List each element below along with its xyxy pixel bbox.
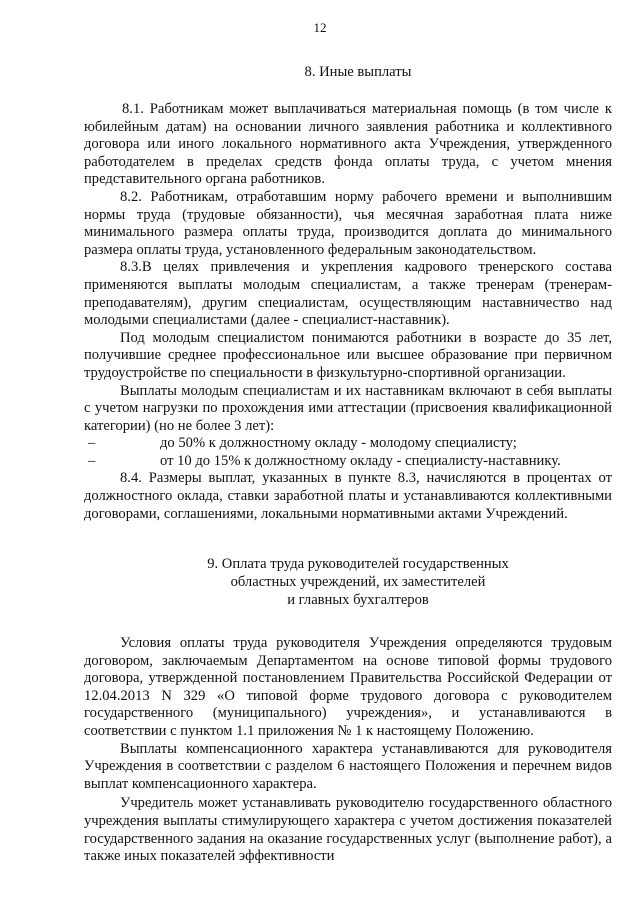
section-9-title-line: областных учреждений, их заместителей xyxy=(230,574,486,590)
list-item-text: до 50% к должностному окладу - молодому специалисту; xyxy=(160,435,517,452)
paragraph-9-compensation: Выплаты компенсационного характера устанавливаются для руководителя Учреждения в соответствии с разделом 6 настоящего Положения и перечнем видов выплат компенсационного характера. xyxy=(84,740,612,792)
paragraph-young-specialist: Под молодым специалистом понимаются работники в возрасте до 35 лет, получившие среднее профессиональное или высшее образование при первичном трудоустройстве по специальности в физкультурно-спортивной организации. xyxy=(84,329,612,381)
paragraph-8-2: 8.2. Работникам, отработавшим норму рабочего времени и выполнившим нормы труда (трудовые обязанности), чья месячная заработная плата ниже минимального размера оплаты труда, производится доплата до минимального размера оплаты труда, установленного федеральным законодательством. xyxy=(84,188,612,258)
list-item xyxy=(84,435,612,453)
section-9-title xyxy=(84,555,612,609)
paragraph-8-4: 8.4. Размеры выплат, указанных в пункте 8.3, начисляются в процентах от должностного оклада, ставки заработной платы и устанавливаются коллективными договорами, соглашениями, локальными нормативными актами Учреждений. xyxy=(84,470,612,522)
section-9-title-line: и главных бухгалтеров xyxy=(287,592,429,608)
section-8-title: 8. Иные выплаты xyxy=(304,64,412,80)
dash-marker: – xyxy=(88,435,96,452)
section-9 xyxy=(84,555,612,866)
page-number: 12 xyxy=(313,20,327,35)
dash-marker: – xyxy=(88,452,96,469)
paragraph-8-1: 8.1. Работникам может выплачиваться материальная помощь (в том числе к юбилейным датам) на основании личного заявления работника и коллективного договора или иного локального нормативного акта Учреждения, утвержденного работодателем в пределах средств фонда оплаты труда, с учетом мнения представительного органа работников. xyxy=(84,101,612,188)
list-item-text: от 10 до 15% к должностному окладу - специалисту-наставнику. xyxy=(160,452,561,469)
section-9-title-line: 9. Оплата труда руководителей государственных xyxy=(207,556,509,572)
section-8 xyxy=(84,63,612,523)
paragraph-9-conditions: Условия оплаты труда руководителя Учреждения определяются трудовым договором, заключаемым Департаментом на основе типовой формы трудового договора, утвержденной постановлением Правительства Российской Федерации от 12.04.2013 N 329 «О типовой форме трудового договора с руководителем государственного (муниципального) учреждения», и устанавливаются в соответствии с пунктом 1.1 приложения № 1 к настоящему Положению. xyxy=(84,635,612,739)
list-item xyxy=(84,453,612,471)
paragraph-payments: Выплаты молодым специалистам и их наставникам включают в себя выплаты с учетом нагрузки по прохождения ими аттестации (присвоения квалификационной категории) (но не более 3 лет): xyxy=(84,382,612,434)
paragraph-9-incentive: Учредитель может устанавливать руководителю государственного областного учреждения выплаты стимулирующего характера с учетом достижения показателей государственного задания на оказание государственных услуг (выполнение работ), а также иных показателей эффективности xyxy=(84,795,612,865)
paragraph-8-3: 8.3.В целях привлечения и укрепления кадрового тренерского состава применяются выплаты молодым специалистам, а также тренерам (тренерам-преподавателям), другим специалистам, осуществляющим наставничество над молодыми специалистами (далее - специалист-наставник). xyxy=(84,259,612,329)
